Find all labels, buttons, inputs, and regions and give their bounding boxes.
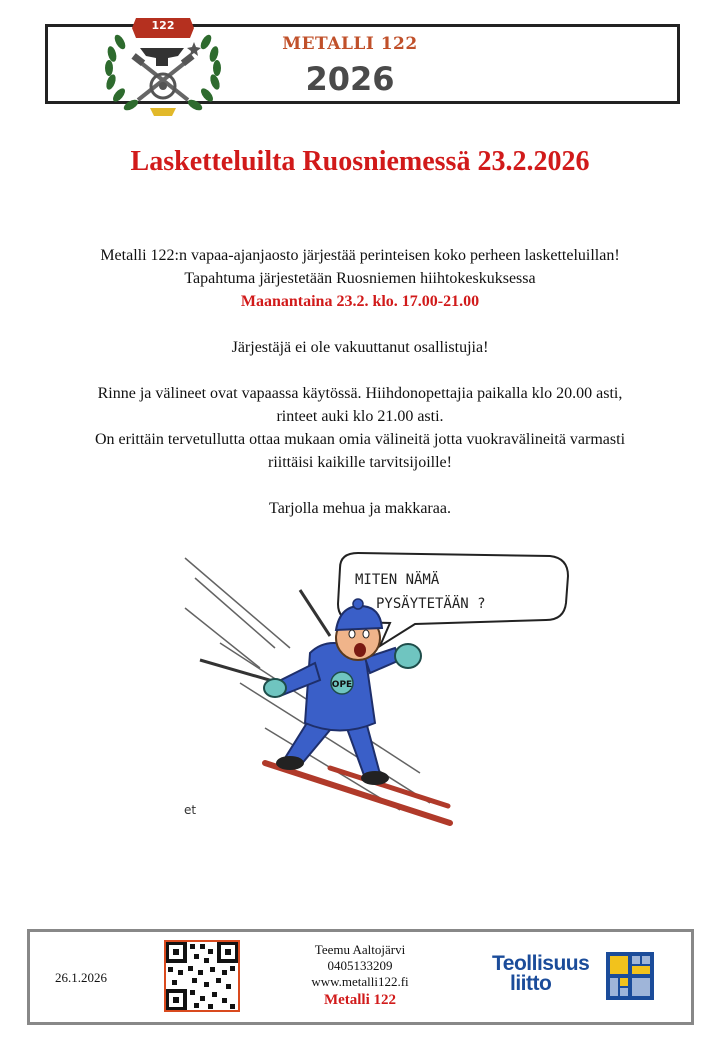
logo-number: 122 <box>151 19 175 32</box>
equipment-text-4: riittäisi kaikille tarvitsijoille! <box>268 454 452 471</box>
union-grid-icon <box>606 952 654 1000</box>
event-description <box>30 244 690 520</box>
equipment-text-3: On erittäin tervetullutta ottaa mukaan omia välineitä jotta vuokravälineitä varmasti <box>94 431 626 448</box>
insurance-notice: Järjestäjä ei ole vakuuttanut osallistujia! <box>231 339 489 356</box>
contact-name: Teemu Aaltojärvi <box>314 942 406 957</box>
union-name-line-1: Teollisuus <box>492 952 590 975</box>
qr-code-icon[interactable] <box>164 940 240 1012</box>
equipment-text-1: Rinne ja välineet ovat vapaassa käytössä. Hiihdonopettajia paikalla klo 20.00 asti, <box>97 385 623 402</box>
speech-line-1: MITEN NÄMÄ <box>355 572 440 588</box>
badge-text: OPE <box>331 680 353 690</box>
contact-info <box>280 942 440 1008</box>
website-link[interactable]: www.metalli122.fi <box>311 974 409 989</box>
intro-text: Metalli 122:n vapaa-ajanjaosto järjestää perinteisen koko perheen lasketteluillan! <box>100 247 620 264</box>
venue-text: Tapahtuma järjestetään Ruosniemen hiihtokeskuksessa <box>184 270 536 287</box>
union-name-line-2: liitto <box>510 972 552 995</box>
contact-phone: 0405133209 <box>327 958 393 973</box>
artist-signature: et <box>184 803 197 817</box>
refreshments-text: Tarjolla mehua ja makkaraa. <box>269 500 451 517</box>
skier-cartoon <box>180 548 580 828</box>
event-time: Maanantaina 23.2. klo. 17.00-21.00 <box>240 293 480 310</box>
speech-line-2: PYSÄYTETÄÄN ? <box>376 596 486 612</box>
publish-date: 26.1.2026 <box>55 970 107 985</box>
equipment-text-2: rinteet auki klo 21.00 asti. <box>276 408 444 425</box>
page-title: Lasketteluilta Ruosniemessä 23.2.2026 <box>130 146 590 177</box>
year: 2026 <box>305 60 395 98</box>
footer-org-name: Metalli 122 <box>323 992 397 1008</box>
org-name: METALLI 122 <box>282 34 418 54</box>
